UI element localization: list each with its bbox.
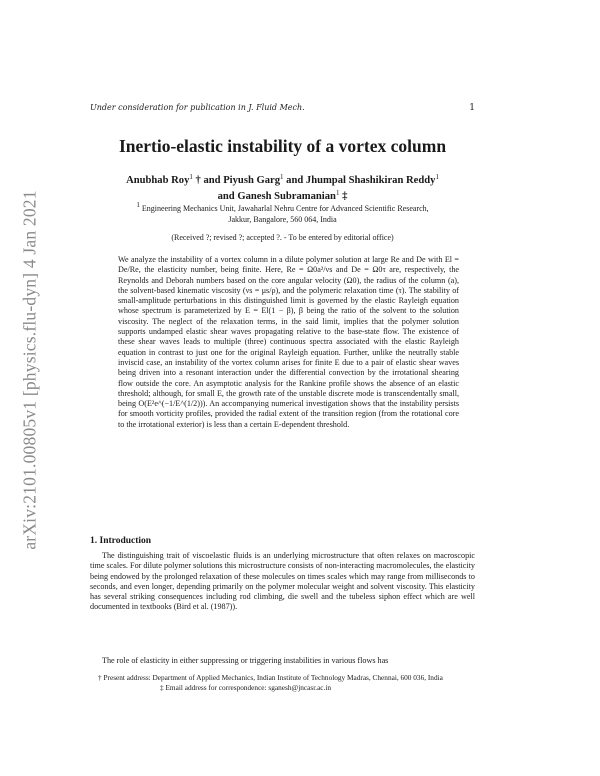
author-garg: and Piyush Garg xyxy=(203,175,281,186)
affiliation-line-1: Engineering Mechanics Unit, Jawaharlal Nehru Centre for Advanced Scientific Research, xyxy=(141,204,429,213)
publication-note: Under consideration for publication in J. Fluid Mech. xyxy=(90,103,305,112)
author-subramanian-affil: 1 xyxy=(335,189,340,197)
author-reddy: and Jhumpal Shashikiran Reddy xyxy=(286,175,436,186)
author-garg-affil: 1 xyxy=(280,173,284,181)
author-subramanian: and Ganesh Subramanian xyxy=(217,191,336,202)
affiliation xyxy=(90,200,475,225)
arxiv-stamp xyxy=(16,160,44,580)
author-roy: Anubhab Roy xyxy=(126,175,190,186)
intro-paragraph-1: The distinguishing trait of viscoelastic fluids is an underlying microstructure that often relaxes on macroscopic time scales. For dilute polymer solutions this microstructure consists of non-interacting macromolecules, the elasticity being endowed by the prolonged relaxation of these molecules on times scales which may range from milliseconds to seconds, and even longer, depending primarily on the polymer molecular weight and solvent viscosity. This elasticity has several striking consequences including rod climbing, die swell and the tubeless siphon effect which are well documented in textbooks (Bird et al. (1987)). xyxy=(90,551,475,612)
received-dates: (Received ?; revised ?; accepted ?. - To be entered by editorial office) xyxy=(171,233,394,242)
author-roy-affil: 1 xyxy=(189,173,193,181)
author-reddy-affil: 1 xyxy=(435,173,439,181)
footnote-present-address: † Present address: Department of Applied Mechanics, Indian Institute of Technology Madras, Chennai, 600 036, India xyxy=(98,673,443,682)
author-subramanian-ddagger: ‡ xyxy=(342,191,348,202)
author-roy-dagger: † xyxy=(195,175,201,186)
affiliation-marker: 1 xyxy=(136,201,140,209)
footnotes xyxy=(90,673,475,693)
paper-title: Inertio-elastic instability of a vortex column xyxy=(118,136,447,156)
footnote-email: ‡ Email address for correspondence: sganesh@jncasr.ac.in xyxy=(160,683,332,692)
section-heading: 1. Introduction xyxy=(90,536,152,546)
running-header xyxy=(90,103,475,117)
page-number: 1 xyxy=(469,103,475,113)
intro-paragraph-2: The role of elasticity in either suppressing or triggering instabilities in various flows has xyxy=(102,656,389,665)
affiliation-line-2: Jakkur, Bangalore, 560 064, India xyxy=(228,214,337,224)
author-list xyxy=(90,171,475,203)
abstract: We analyze the instability of a vortex column in a dilute polymer solution at large Re and De with El = De/Re, the elasticity number, being finite. Here, Re = Ω0a²/νs and De = Ω0τ are, respectively, the Reynolds and Deborah numbers based on the core angular velocity (Ω0), the radius of the column (a), the solvent-based kinematic viscosity (νs = μs/ρ), and the polymeric relaxation time (τ). The stability of small-amplitude perturbations in this distinguished limit is governed by the elastic Rayleigh equation whose spectrum is parameterized by E = El(1 − β), β being the ratio of the solvent to the solution viscosity. The neglect of the relaxation terms, in the said limit, implies that the polymer solution supports undamped elastic shear waves propagating relative to the base-state flow. The existence of these shear waves leads to multiple (three) continuous spectra associated with the elastic Rayleigh equation in contrast to just one for the original Rayleigh equation. Further, unlike the neutrally stable inviscid case, an instability of the vortex column arises for finite E due to a pair of elastic shear waves being driven into a resonant interaction under the differential convection by the irrotational shearing flow outside the core. An asymptotic analysis for the Rankine profile shows the absence of an elastic threshold; although, for small E, the growth rate of the unstable discrete mode is transcendentally small, being O(E²e^(−1/E^(1/2))). An accompanying numerical investigation shows that the instability persists for smooth vorticity profiles, provided the radial extent of the transition region (from the rotational core to the irrotational exterior) is less than a certain E-dependent threshold. xyxy=(118,255,459,429)
arxiv-stamp-text: arXiv:2101.00805v1 [physics.flu-dyn] 4 Jan 2021 xyxy=(19,190,40,550)
